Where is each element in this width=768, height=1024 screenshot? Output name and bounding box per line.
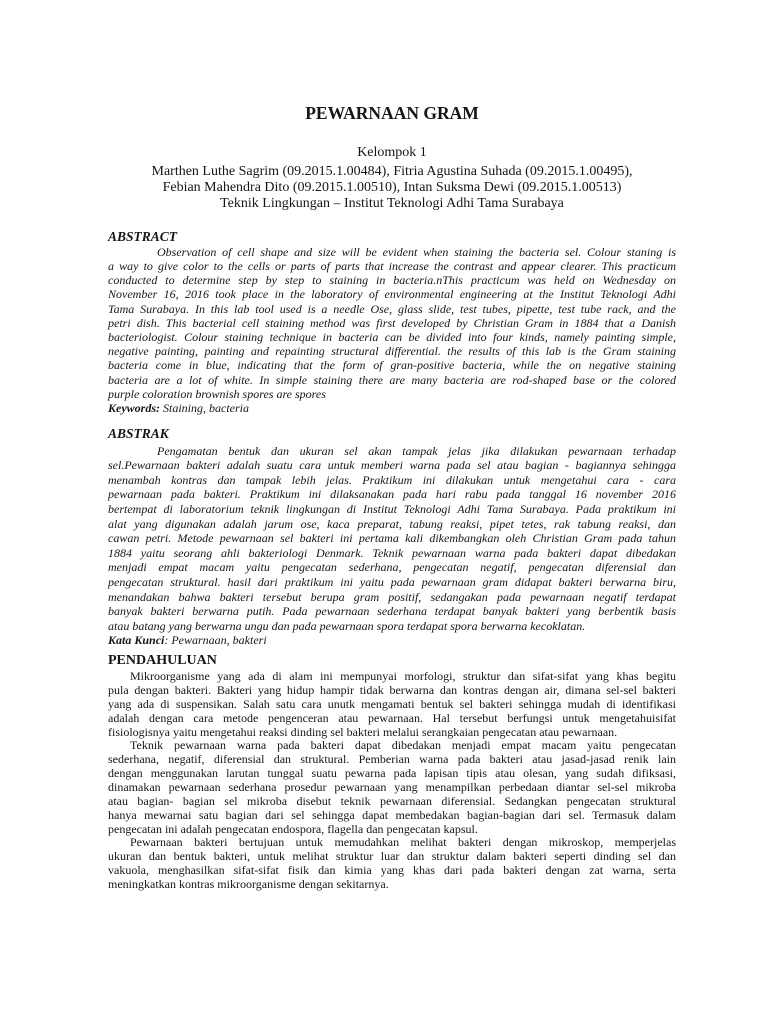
pendahuluan-line: Teknik pewarnaan warna pada bakteri dapat dibedakan menjadi empat macam yaitu pengecatan: [130, 738, 676, 753]
pendahuluan-line: Pewarnaan bakteri bertujuan untuk memudahkan melihat bakteri dengan mikroskop, memperjelas: [130, 835, 676, 850]
abstrak-line: pewarnaan pada bakteri. Praktikum ini dilaksanakan pada hari rabu pada tanggal 16 november 2016: [108, 487, 676, 502]
pendahuluan-line: meningkatkan kontras mikroorganisme dengan sekitarnya.: [108, 876, 389, 891]
keywords-text: Staining, bacteria: [163, 400, 249, 415]
pendahuluan-line: dinamakan pewarnaan sederhana prosedur pewarnaan yang menampilkan perbedaan diantar sel-sel mikroba: [108, 779, 676, 794]
abstrak-line: menjadi empat macam yaitu pengecatan sederhana, pengecatan negatif, pengecatan diferensial dan: [108, 560, 676, 575]
abstrak-line: cawan petri. Metode pewarnaan sel bakteri ini pertama kali dikembangkan oleh Christian Gram pada tahun: [108, 531, 676, 546]
abstract-line: petri dish. This bacterial cell staining method was first developed by Christian Gram in 1884 that a Danish: [108, 315, 676, 330]
pendahuluan-line: pula dengan bakteri. Bakteri yang hidup hampir tidak berwarna dan kontras dengan air, dimana sel-sel bakteri: [108, 682, 676, 697]
abstrak-line: pengecatan struktural. hasil dari praktikum ini yaitu pada pewarnaan gram didapat bakteri berwarna biru,: [108, 575, 676, 590]
abstract-line: bacteria are a lot of white. In simple staining there are many bacteria are rod-shaped base or the colored: [108, 372, 676, 387]
abstrak-line: sel.Pewarnaan bakteri adalah suatu cara untuk memberi warna pada sel atau bagian - bagiannya sehingga: [108, 458, 676, 473]
abstract-line: purple coloration brownish spores are spores: [108, 386, 326, 401]
group-label: Kelompok 1: [357, 145, 427, 160]
abstrak-line: banyak bakteri berwarna putih. Pada pewarnaan sederhana terdapat banyak bakteri yang berbentik basis: [108, 604, 676, 619]
abstrak-line: atau batang yang berwarna ungu dan pada pewarnaan spora terdapat spora berwarna kecoklatan.: [108, 618, 586, 633]
abstrak-line: menandakan bahwa bakteri tersebut berupa gram positif, sedangakan pada pewarnaan negatif terdapat: [108, 589, 676, 604]
author-names-line: Marthen Luthe Sagrim (09.2015.1.00484), Fitria Agustina Suhada (09.2015.1.00495),: [151, 164, 633, 179]
pendahuluan-line: sederhana, negatif, diferensial dan struktural. Pemberian warna pada bakteri atau jasad-jasad renik lain: [108, 752, 676, 767]
abstrak-line: bertempat di laboratorium teknik lingkungan di Institut Teknologi Adhi Tama Surabaya. Pada praktikum ini: [108, 502, 676, 517]
abstract-line: conducted to determine step by step to staining in bacteria.nThis practicum was held on Wednesday on: [108, 273, 676, 288]
abstract-line: bacteria come in blue, indicating that the form of gran-positive bacteria, while the on negative staining: [108, 358, 676, 373]
abstrak-line: alat yang digunakan adalah jarum ose, kaca preparat, tabung reaksi, pipet tetes, rak tabung reaksi, dan: [108, 516, 676, 531]
kata-kunci-line: [108, 633, 676, 648]
pendahuluan-line: atau bagian- bagian sel mikroba disebut teknik pewarnaan diferensial. Sedangkan pengecatan struktural: [108, 793, 676, 808]
pendahuluan-line: vakuola, menghasilkan sifat-sifat fisik dan kimia yang khas dari pada bakteri dengan zat warna, serta: [108, 863, 676, 878]
abstrak-line: 1884 yaitu seorang ahli bakteriologi Denmark. Teknik pewarnaan warna pada bakteri dapat dibedakan: [108, 545, 676, 560]
abstrak-line: Pengamatan bentuk dan ukuran sel akan tampak jelas jika dilakukan pewarnaan terhadap: [157, 443, 676, 458]
pendahuluan-line: pengecatan ini adalah pengecatan endospora, flagella dan pengecatan kapsul.: [108, 821, 478, 836]
pendahuluan-line: ukuran dan bentuk bakteri, untuk melihat struktur luar dan struktur dalam bakteri seperti dinding sel dan: [108, 849, 676, 864]
pendahuluan-line: Mikroorganisme yang ada di alam ini mempunyai morfologi, struktur dan sifat-sifat yang khas begitu: [130, 669, 676, 684]
abstract-line: bacteriologist. Colour staining technique in bacteria can be divided into four kinds, namely painting simple,: [108, 330, 676, 345]
pendahuluan-text: [108, 670, 676, 892]
abstrak-heading: ABSTRAK: [108, 426, 169, 441]
abstract-line: negative painting, painting and repainting structural differential. the results of this lab is the Gram staining: [108, 344, 676, 359]
abstract-text: [108, 245, 676, 415]
abstract-line: Tama Surabaya. In this lab tool used is a needle Ose, glass slide, test tubes, pipette, test tube rack, and the: [108, 301, 676, 316]
paper-title: PEWARNAAN GRAM: [305, 103, 479, 123]
affiliation: Teknik Lingkungan – Institut Teknologi Adhi Tama Surabaya: [220, 196, 564, 211]
keywords-label: Keywords:: [108, 400, 160, 415]
pendahuluan-line: adalah dengan cara metode pengenceran atau pewarnaan. Hal tersebut berfungsi untuk mengetahuisifat: [108, 710, 676, 725]
abstract-heading: ABSTRACT: [108, 229, 178, 244]
pendahuluan-line: fisiologisnya yaitu mengetahui reaksi dinding sel bakteri melalui serangkaian pengecatan atau pewarnaan.: [108, 724, 618, 739]
pendahuluan-heading: PENDAHULUAN: [108, 653, 217, 668]
keywords-line: [108, 401, 676, 415]
abstract-line: Observation of cell shape and size will be evident when staining the bacteria sel. Colour staning is: [157, 244, 676, 259]
abstract-line: November 16, 2016 took place in the laboratory of environmental engineering at the Institut Teknologi Adhi: [108, 287, 676, 302]
author-names-line: Febian Mahendra Dito (09.2015.1.00510), Intan Suksma Dewi (09.2015.1.00513): [162, 179, 622, 195]
abstrak-line: menambah kontras dan tampak lebih jelas. Praktikum ini dilakukan untuk mengetahui cara - cara: [108, 472, 676, 487]
abstract-line: a way to give color to the cells or parts of parts that increase the contrast and appear clearer. This practicum: [108, 259, 676, 274]
pendahuluan-line: hanya mewarnai satu bagian dari sel sehingga dapat membedakan bagian-bagian dari sel. Termasuk dalam: [108, 807, 676, 822]
kata-kunci-label: Kata Kunci: [108, 633, 165, 648]
pendahuluan-line: yang ada di suspensikan. Salah satu cara unutk mengamati bentuk sel bakteri sehingga mudah di identifikasi: [108, 696, 676, 711]
pendahuluan-line: dengan menggunakan larutan tunggal suatu pewarna pada lapisan tipis atau olesan, yang sudah difiksasi,: [108, 766, 676, 781]
kata-kunci-text: : Pewarnaan, bakteri: [164, 633, 267, 648]
abstrak-text: [108, 444, 676, 648]
